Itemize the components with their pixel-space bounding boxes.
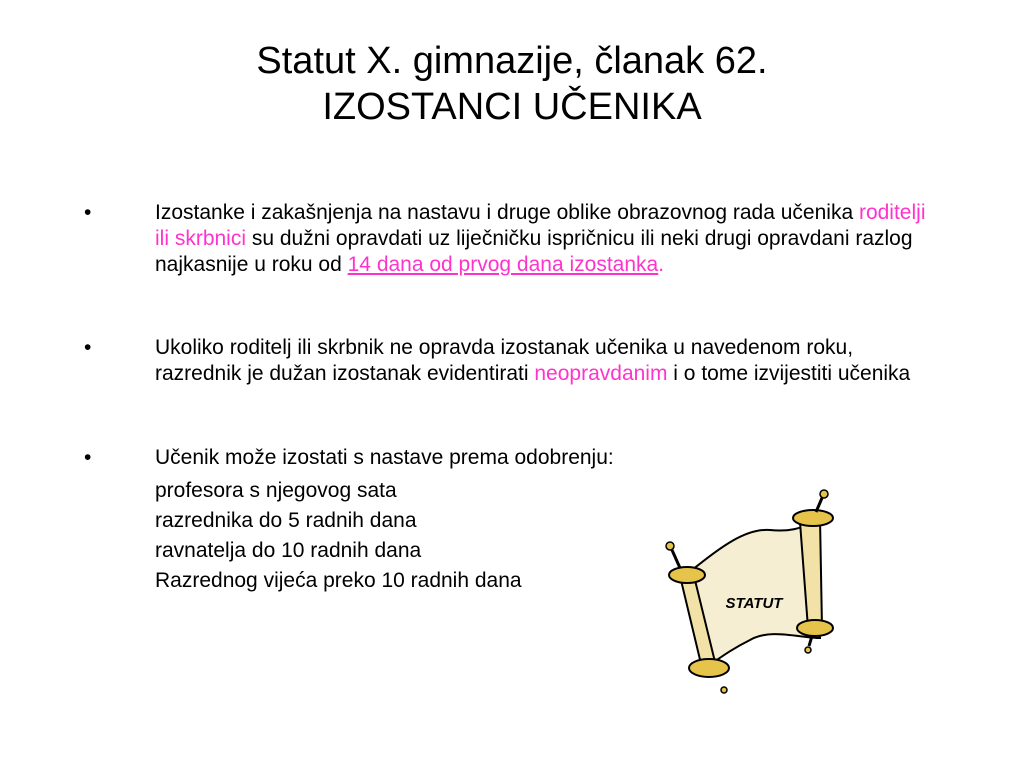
bullet-text-part: su dužni opravdati uz liječničku ispričnicu ili neki drugi opravdani razlog najkasnije u roku od (155, 227, 913, 276)
approval-item: Razrednog vijeća preko 10 radnih dana (155, 569, 522, 592)
bullet-text (155, 200, 945, 278)
bullet-dot: • (84, 446, 92, 469)
scroll-icon (650, 488, 840, 698)
bullet-text-part: i o tome izvijestiti učenika (667, 362, 911, 385)
bullet-text-part: Ukoliko roditelj ili skrbnik ne opravda izostanak učenika u navedenom roku, razrednik je dužan izostanak evidentirati (155, 336, 854, 385)
approval-item: ravnatelja do 10 radnih dana (155, 539, 422, 562)
approval-item: profesora s njegovog sata (155, 479, 397, 502)
highlight-parents: roditelji ili skrbnici (155, 201, 926, 250)
bullet-text-part: Izostanke i zakašnjenja na nastavu i druge oblike obrazovnog rada učenika (155, 201, 859, 224)
bullet-text (155, 335, 945, 387)
highlight-deadline-link[interactable]: 14 dana od prvog dana izostanka (347, 253, 659, 276)
title-line-1: Statut X. gimnazije, članak 62. (256, 40, 768, 82)
bullet-text-period: . (658, 253, 665, 276)
bullet-text: Učenik može izostati s nastave prema odobrenju: (155, 446, 614, 469)
scroll-label: STATUT (725, 595, 783, 612)
title-line-2: IZOSTANCI UČENIKA (322, 86, 702, 128)
approval-item: razrednika do 5 radnih dana (155, 509, 417, 532)
highlight-unexcused: neopravdanim (534, 362, 668, 385)
statut-scroll-illustration (650, 488, 840, 698)
bullet-dot: • (84, 336, 92, 359)
bullet-dot: • (84, 201, 92, 224)
